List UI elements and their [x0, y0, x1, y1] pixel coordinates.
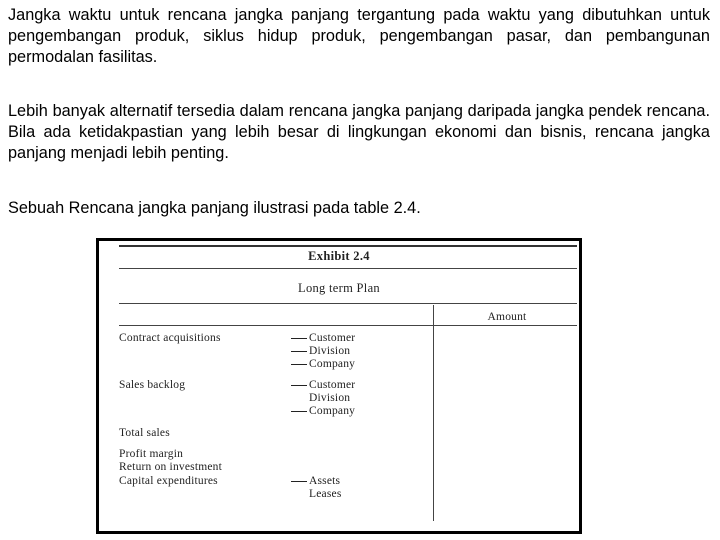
title-rule [119, 268, 577, 269]
sub-label: Customer [309, 379, 356, 391]
sub-division [291, 392, 350, 406]
paragraph-3: Sebuah Rencana jangka panjang ilustrasi pada table 2.4. [8, 199, 421, 217]
row-label-contract-acquisitions: Contract acquisitions [119, 332, 221, 344]
paragraph-1: Jangka waktu untuk rencana jangka panjang tergantung pada waktu yang dibutuhkan untuk pengembangan produk, siklus hidup produk, pengembangan pasar, dan pembangunan permodalan fasilitas. [8, 6, 710, 66]
sub-label: Assets [309, 475, 341, 487]
row-label-return-on-investment: Return on investment [119, 461, 223, 473]
exhibit-title: Exhibit 2.4 [308, 249, 370, 263]
sub-label: Company [309, 405, 356, 417]
sub-label: Company [309, 358, 356, 370]
exhibit-table [96, 238, 582, 534]
sub-assets [291, 475, 340, 489]
header-rule [119, 325, 577, 326]
sub-label: Division [309, 345, 351, 357]
sub-company [291, 358, 355, 372]
paragraph-2: Lebih banyak alternatif tersedia dalam rencana jangka panjang daripada jangka pendek rencana. Bila ada ketidakpastian yang lebih besar di lingkungan ekonomi dan bisnis, rencana jangka panjang menjadi lebih penting. [8, 102, 710, 162]
sub-label: Division [309, 392, 351, 404]
sub-company [291, 405, 355, 419]
row-label-total-sales: Total sales [119, 427, 170, 439]
sub-leases [291, 488, 342, 502]
sub-label: Customer [309, 332, 356, 344]
row-label-profit-margin: Profit margin [119, 448, 184, 460]
row-label-capital-expenditures: Capital expenditures [119, 475, 218, 487]
column-divider [433, 305, 434, 521]
amount-column-header: Amount [487, 311, 527, 323]
sub-division [291, 345, 350, 359]
subtitle-rule [119, 303, 577, 304]
row-label-sales-backlog: Sales backlog [119, 379, 186, 391]
sub-customer [291, 379, 355, 393]
top-rule [119, 245, 577, 247]
exhibit-subtitle: Long term Plan [298, 281, 380, 295]
sub-customer [291, 332, 355, 346]
sub-label: Leases [309, 488, 342, 500]
